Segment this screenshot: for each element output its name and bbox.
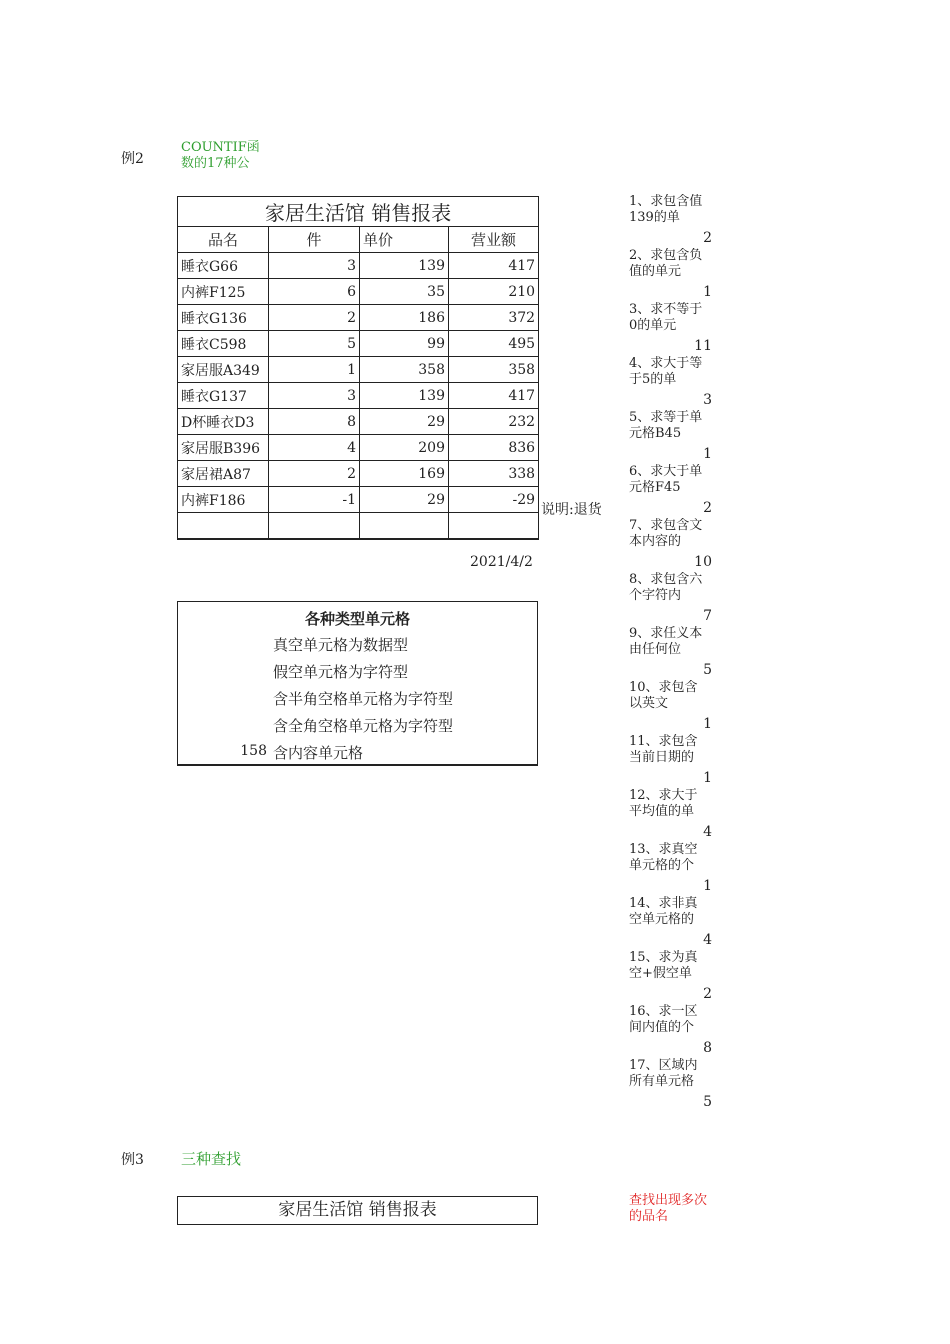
cell-amount: 417: [449, 383, 539, 409]
countif-answer: 5: [703, 662, 712, 678]
cell-amount: 417: [449, 253, 539, 279]
cell-type-item: 真空单元格为数据型: [273, 636, 409, 654]
cell-qty: 6: [269, 279, 360, 305]
countif-question: 3、求不等于0的单元: [629, 302, 703, 333]
cell-qty: 3: [269, 253, 360, 279]
report-date: 2021/4/2: [470, 554, 533, 570]
countif-question: 5、求等于单元格B45: [629, 410, 703, 441]
cell-qty: 1: [269, 357, 360, 383]
cell-empty: [269, 513, 360, 540]
table-row: [178, 331, 539, 357]
cell-type-value: 158: [240, 743, 267, 759]
cell-amount: 232: [449, 409, 539, 435]
cell-amount: 495: [449, 331, 539, 357]
countif-question: 17、区域内所有单元格: [629, 1058, 698, 1089]
cell-name: 睡衣C598: [178, 331, 269, 357]
table-row: [178, 357, 539, 383]
cell-amount: 836: [449, 435, 539, 461]
table-row: [178, 461, 539, 487]
countif-answer: 4: [703, 932, 712, 948]
countif-answer: 8: [703, 1040, 712, 1056]
countif-answer: 1: [703, 284, 712, 300]
countif-answer: 1: [703, 446, 712, 462]
cell-amount: 338: [449, 461, 539, 487]
countif-question: 11、求包含当前日期的: [629, 734, 698, 765]
countif-answer: 3: [703, 392, 712, 408]
countif-question: 15、求为真空+假空单: [629, 950, 698, 981]
table-row: [178, 409, 539, 435]
cell-name: 家居服B396: [178, 435, 269, 461]
table-row: [178, 253, 539, 279]
header-name: 品名: [178, 227, 269, 253]
table-row: [178, 383, 539, 409]
cell-type-item: 含全角空格单元格为字符型: [273, 717, 454, 735]
countif-question: 1、求包含值139的单: [629, 194, 703, 225]
cell-price: 29: [360, 409, 449, 435]
countif-answer: 2: [703, 230, 712, 246]
countif-answer: 1: [703, 878, 712, 894]
countif-answer: 10: [694, 554, 712, 570]
table-row: [178, 435, 539, 461]
cell-name: 家居裙A87: [178, 461, 269, 487]
countif-question: 13、求真空单元格的个: [629, 842, 698, 873]
countif-answer: 4: [703, 824, 712, 840]
cell-empty: [360, 513, 449, 540]
cell-type-item: 含半角空格单元格为字符型: [273, 690, 454, 708]
countif-question: 2、求包含负值的单元: [629, 248, 703, 279]
countif-answer: 7: [703, 608, 712, 624]
cell-qty: 3: [269, 383, 360, 409]
countif-answer: 2: [703, 986, 712, 1002]
cell-price: 209: [360, 435, 449, 461]
table-row: [178, 487, 539, 513]
cell-qty: 8: [269, 409, 360, 435]
example3-title: 三种查找: [181, 1150, 242, 1168]
cell-amount: 372: [449, 305, 539, 331]
countif-question: 10、求包含以英文: [629, 680, 698, 711]
cell-name: 家居服A349: [178, 357, 269, 383]
countif-question: 7、求包含文本内容的: [629, 518, 703, 549]
cell-empty: [178, 513, 269, 540]
cell-name: 睡衣G137: [178, 383, 269, 409]
cell-price: 186: [360, 305, 449, 331]
cell-qty: 2: [269, 305, 360, 331]
cell-price: 358: [360, 357, 449, 383]
cell-price: 29: [360, 487, 449, 513]
cell-qty: 2: [269, 461, 360, 487]
cell-name: 内裤F186: [178, 487, 269, 513]
cell-name: 睡衣G66: [178, 253, 269, 279]
countif-answer: 5: [703, 1094, 712, 1110]
example3-hint: 查找出现多次的品名: [629, 1193, 708, 1224]
cell-qty: 5: [269, 331, 360, 357]
cell-price: 99: [360, 331, 449, 357]
header-amount: 营业额: [449, 227, 539, 253]
table-row: [178, 305, 539, 331]
cell-amount: 358: [449, 357, 539, 383]
cell-qty: -1: [269, 487, 360, 513]
countif-question: 14、求非真空单元格的: [629, 896, 698, 927]
cell-empty: [449, 513, 539, 540]
table-row: [178, 279, 539, 305]
cell-name: 睡衣G136: [178, 305, 269, 331]
cell-amount: 210: [449, 279, 539, 305]
countif-answer: 2: [703, 500, 712, 516]
sales-table: [177, 196, 539, 540]
cell-types-title: 各种类型单元格: [304, 610, 410, 628]
countif-question: 4、求大于等于5的单: [629, 356, 703, 387]
countif-question: 9、求任义本由任何位: [629, 626, 703, 657]
countif-question: 12、求大于平均值的单: [629, 788, 698, 819]
cell-price: 169: [360, 461, 449, 487]
cell-price: 139: [360, 253, 449, 279]
header-price: 单价: [360, 227, 449, 253]
cell-type-item: 假空单元格为字符型: [273, 663, 409, 681]
example3-label: 例3: [121, 1152, 144, 1168]
return-note: 说明:退货: [541, 502, 602, 518]
countif-answer: 1: [703, 716, 712, 732]
cell-types-box: [177, 601, 538, 766]
cell-qty: 4: [269, 435, 360, 461]
cell-price: 35: [360, 279, 449, 305]
countif-question: 8、求包含六个字符内: [629, 572, 703, 603]
cell-type-item: 含内容单元格: [273, 744, 364, 762]
example2-title: COUNTIF函数的17种公: [181, 140, 260, 171]
header-qty: 件: [269, 227, 360, 253]
example2-label: 例2: [121, 151, 144, 167]
cell-name: 内裤F125: [178, 279, 269, 305]
countif-answer: 1: [703, 770, 712, 786]
sales-table-2-title: 家居生活馆 销售报表: [177, 1196, 538, 1225]
cell-amount: -29: [449, 487, 539, 513]
countif-answer: 11: [694, 338, 712, 354]
cell-name: D杯睡衣D3: [178, 409, 269, 435]
cell-price: 139: [360, 383, 449, 409]
table-row-empty: [178, 513, 539, 540]
countif-question: 6、求大于单元格F45: [629, 464, 703, 495]
countif-question: 16、求一区间内值的个: [629, 1004, 698, 1035]
sales-table-title: 家居生活馆 销售报表: [178, 197, 539, 227]
